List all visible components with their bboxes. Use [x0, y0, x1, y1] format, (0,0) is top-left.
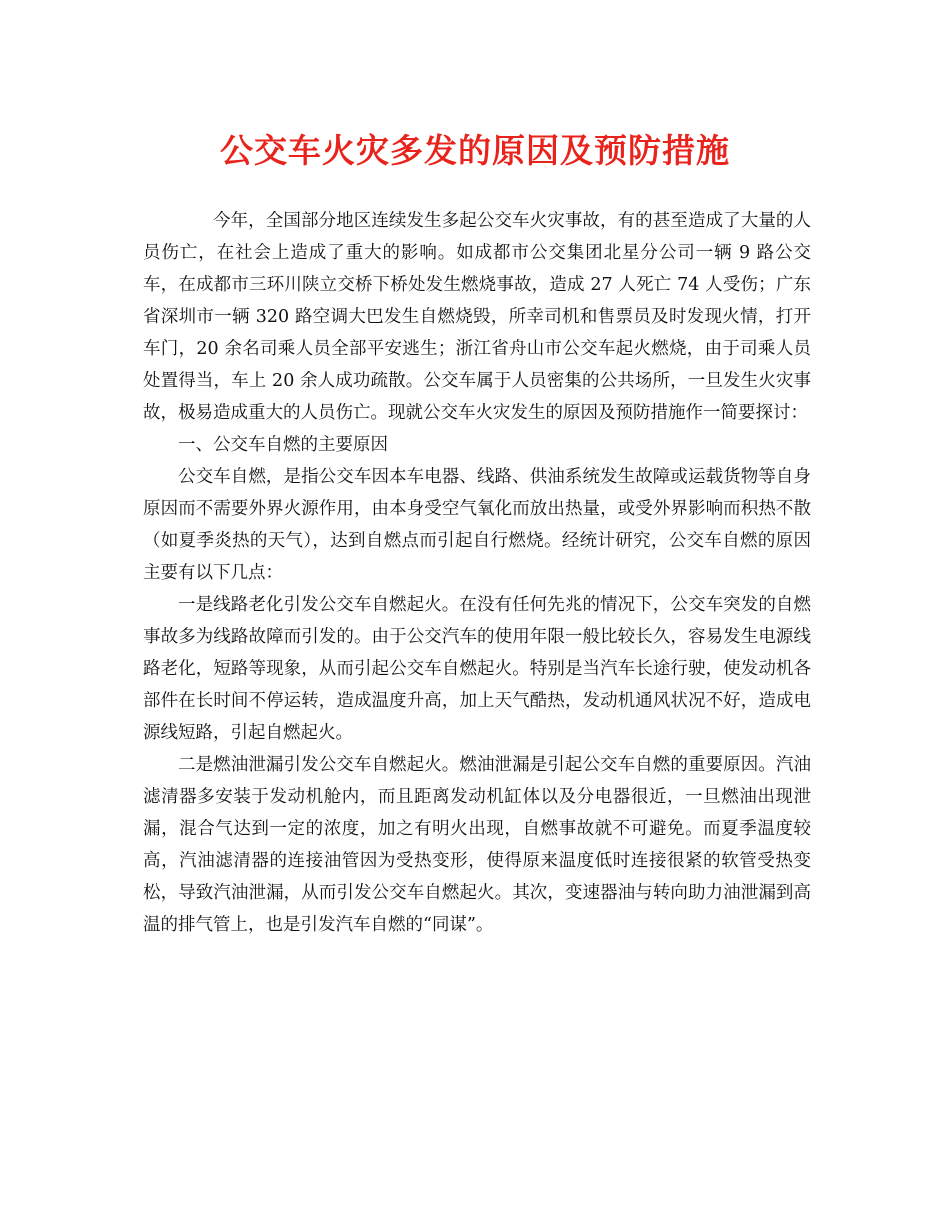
paragraph-intro: 今年，全国部分地区连续发生多起公交车火灾事故，有的甚至造成了大量的人员伤亡，在社会上造成了重大的影响。如成都市公交集团北星分公司一辆 9 路公交车，在成都市三环川陕立交桥下桥处发生燃烧事故，造成 27 人死亡 74 人受伤；广东省深圳市一辆 320 路空调大巴发生自燃烧毁，所幸司机和售票员及时发现火情，打开车门，20 余名司乘人员全部平安逃生；浙江省舟山市公交车起火燃烧，由于司乘人员处置得当，车上 20 余人成功疏散。公交车属于人员密集的公共场所，一旦发生火灾事故，极易造成重大的人员伤亡。现就公交车火灾发生的原因及预防措施作一简要探讨： — [143, 211, 811, 423]
paragraph-definition: 公交车自燃，是指公交车因本车电器、线路、供油系统发生故障或运载货物等自身原因而不需要外界火源作用，由本身受空气氧化而放出热量，或受外界影响而积热不散（如夏季炎热的天气），达到自燃点而引起自行燃烧。经统计研究，公交车自燃的原因主要有以下几点： — [143, 467, 811, 583]
section-heading: 一、公交车自燃的主要原因 — [178, 435, 388, 455]
document-body — [143, 205, 811, 941]
paragraph-cause-wiring: 一是线路老化引发公交车自燃起火。在没有任何先兆的情况下，公交车突发的自燃事故多为线路故障而引发的。由于公交汽车的使用年限一般比较长久，容易发生电源线路老化，短路等现象，从而引起公交车自燃起火。特别是当汽车长途行驶，使发动机各部件在长时间不停运转，造成温度升高，加上天气酷热，发动机通风状况不好，造成电源线短路，引起自燃起火。 — [143, 595, 811, 743]
paragraph-cause-fuel: 二是燃油泄漏引发公交车自燃起火。燃油泄漏是引起公交车自燃的重要原因。汽油滤清器多安装于发动机舱内，而且距离发动机缸体以及分电器很近，一旦燃油出现泄漏，混合气达到一定的浓度，加之有明火出现，自燃事故就不可避免。而夏季温度较高，汽油滤清器的连接油管因为受热变形，使得原来温度低时连接很紧的软管受热变松，导致汽油泄漏，从而引发公交车自燃起火。其次，变速器油与转向助力油泄漏到高温的排气管上，也是引发汽车自燃的“同谋”。 — [143, 755, 811, 935]
document-title: 公交车火灾多发的原因及预防措施 — [220, 131, 730, 170]
